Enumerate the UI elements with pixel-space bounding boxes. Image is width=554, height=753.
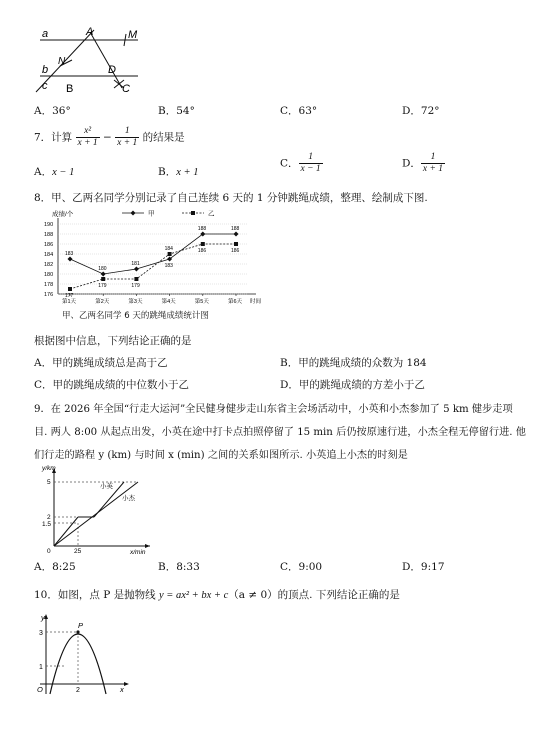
q9-line-2: 目. 两人 8:00 从起点出发，小英在途中打卡点拍照停留了 15 min 后仍按原速行进，小杰全程无停留行进. 他 bbox=[34, 427, 526, 438]
q10-stem-b: 的顶点. 下列结论正确的是 bbox=[277, 589, 400, 601]
q8-chart-title: 甲、乙两名同学 6 天的跳绳成绩统计图 bbox=[62, 311, 209, 321]
q9-label-xiaojie: 小杰 bbox=[122, 495, 135, 502]
data-label: 181 bbox=[131, 261, 140, 267]
x-tick-label: 第6天 bbox=[228, 299, 243, 305]
data-label: 184 bbox=[164, 246, 173, 252]
q10-point-P: P bbox=[78, 621, 84, 630]
y-tick-label: 176 bbox=[44, 292, 54, 298]
data-point bbox=[134, 277, 138, 281]
q8-line-chart bbox=[34, 206, 264, 320]
q8-option-a: A．甲的跳绳成绩总是高于乙 bbox=[34, 357, 168, 369]
q10-stem bbox=[34, 587, 400, 602]
q10-x-label: x bbox=[120, 685, 124, 694]
q8-stem: 8．甲、乙两名同学分别记录了自己连续 6 天的 1 分钟跳绳成绩，整理、绘制成下图. bbox=[34, 192, 428, 204]
q10-stem-a: 10．如图，点 P 是抛物线 bbox=[34, 589, 159, 601]
y-tick-label: 178 bbox=[44, 282, 54, 288]
q9-option-b: B．8:33 bbox=[158, 561, 200, 573]
legend-label: 甲 bbox=[148, 210, 155, 218]
data-point bbox=[234, 242, 238, 246]
data-label: 183 bbox=[65, 251, 74, 257]
q6-figure bbox=[30, 22, 150, 97]
q7-fraction-2: $\frac{1}{x + 1}$ bbox=[117, 126, 138, 148]
q9-y-tick-15: 1.5 bbox=[42, 521, 52, 528]
q7-prefix: 7．计算 bbox=[34, 131, 73, 144]
data-point bbox=[134, 267, 139, 272]
q10-y-label: y bbox=[41, 613, 45, 622]
q8-option-d: D．甲的跳绳成绩的方差小于乙 bbox=[280, 379, 425, 391]
y-tick-label: 184 bbox=[44, 252, 54, 258]
q6-option-a: A．36° bbox=[34, 105, 71, 117]
q7-option-d: D． $\frac{1}{x + 1}$ bbox=[402, 152, 444, 174]
q6-option-d: D．72° bbox=[402, 105, 440, 117]
q6-option-b: B．54° bbox=[158, 105, 195, 117]
q7-option-b: B．x + 1 bbox=[158, 166, 199, 178]
legend-marker bbox=[191, 211, 195, 215]
q6-label-B: B bbox=[66, 83, 74, 95]
data-point bbox=[168, 252, 172, 256]
legend-marker bbox=[131, 211, 136, 216]
q10-x-tick-2: 2 bbox=[76, 687, 80, 694]
q9-y-axis-label: y/km bbox=[42, 465, 56, 472]
data-label: 179 bbox=[98, 283, 107, 289]
x-axis-label: 时间 bbox=[250, 299, 262, 305]
data-point bbox=[101, 272, 106, 277]
y-tick-label: 186 bbox=[44, 242, 54, 248]
x-tick-label: 第2天 bbox=[95, 299, 110, 305]
q7-fraction-1: $\frac{\text{x²}}{x + 1}$ bbox=[77, 126, 98, 148]
q9-x-tick-25: 25 bbox=[74, 548, 82, 554]
q6-label-N: N bbox=[58, 56, 66, 67]
data-point bbox=[101, 277, 105, 281]
q9-x-axis-label: x/min bbox=[130, 549, 146, 554]
data-label: 186 bbox=[197, 248, 207, 254]
q6-label-A: A bbox=[86, 26, 94, 38]
q6-label-b: b bbox=[42, 64, 49, 76]
q8-question: 根据图中信息，下列结论正确的是 bbox=[34, 335, 192, 347]
q10-formula: y = ax² + bx + c bbox=[158, 590, 229, 601]
x-tick-label: 第1天 bbox=[62, 299, 77, 305]
q7-stem bbox=[34, 126, 185, 149]
y-tick-label: 190 bbox=[44, 222, 54, 228]
y-tick-label: 180 bbox=[44, 272, 54, 278]
q9-origin: 0 bbox=[47, 548, 51, 554]
q6-label-M: M bbox=[128, 29, 138, 41]
data-label: 188 bbox=[197, 226, 207, 232]
q10-y-tick-3: 3 bbox=[39, 630, 43, 637]
q6-label-c: c bbox=[42, 80, 48, 92]
y-axis-label: 成绩/个 bbox=[52, 211, 74, 218]
q6-label-C: C bbox=[122, 83, 130, 95]
data-label: 186 bbox=[231, 248, 240, 254]
q10-parabola-graph bbox=[34, 610, 134, 696]
y-tick-label: 182 bbox=[44, 262, 54, 268]
q8-option-c: C．甲的跳绳成绩的中位数小于乙 bbox=[34, 379, 190, 391]
data-label: 179 bbox=[131, 283, 140, 289]
x-tick-label: 第5天 bbox=[194, 299, 209, 305]
data-label: 177 bbox=[65, 293, 74, 299]
q7-option-a: A．x − 1 bbox=[34, 166, 75, 178]
q9-option-a: A．8:25 bbox=[34, 561, 76, 573]
data-point bbox=[68, 287, 72, 291]
data-point bbox=[68, 257, 73, 262]
q10-origin: O bbox=[37, 685, 43, 694]
q9-y-tick-2: 2 bbox=[47, 514, 51, 521]
x-tick-label: 第3天 bbox=[128, 299, 143, 305]
q6-option-c: C．63° bbox=[280, 105, 318, 117]
series-line bbox=[70, 244, 236, 289]
y-tick-label: 188 bbox=[44, 232, 54, 238]
data-point bbox=[234, 232, 239, 237]
x-tick-label: 第4天 bbox=[161, 299, 176, 305]
q7-suffix: 的结果是 bbox=[142, 131, 185, 144]
q9-y-tick-5: 5 bbox=[47, 479, 51, 486]
data-point bbox=[201, 242, 205, 246]
q9-distance-time-graph bbox=[34, 462, 154, 554]
data-label: 188 bbox=[231, 226, 240, 232]
q9-label-xiaoying: 小英 bbox=[100, 483, 113, 490]
q6-label-a: a bbox=[42, 28, 49, 40]
data-label: 180 bbox=[98, 266, 107, 272]
q7-option-c: C． $\frac{1}{x - 1}$ bbox=[280, 152, 321, 174]
legend-label: 乙 bbox=[208, 210, 215, 218]
q9-option-c: C．9:00 bbox=[280, 561, 323, 573]
q9-line-3: 们行走的路程 y (km) 与时间 x (min) 之间的关系如图所示. 小英追上小杰的时刻是 bbox=[34, 450, 408, 461]
q8-option-b: B．甲的跳绳成绩的众数为 184 bbox=[280, 357, 427, 369]
q10-y-tick-1: 1 bbox=[39, 664, 43, 671]
q7-minus: − bbox=[103, 131, 112, 144]
q9-line-1: 9．在 2026 年全国“行走大运河”全民健身健步走山东省主会场活动中，小英和小杰参加了 5 km 健步走项 bbox=[34, 404, 513, 415]
q10-condition: （a ≠ 0） bbox=[228, 589, 278, 601]
data-label: 183 bbox=[164, 263, 173, 269]
q9-option-d: D．9:17 bbox=[402, 561, 445, 573]
q6-label-D: D bbox=[108, 64, 116, 76]
